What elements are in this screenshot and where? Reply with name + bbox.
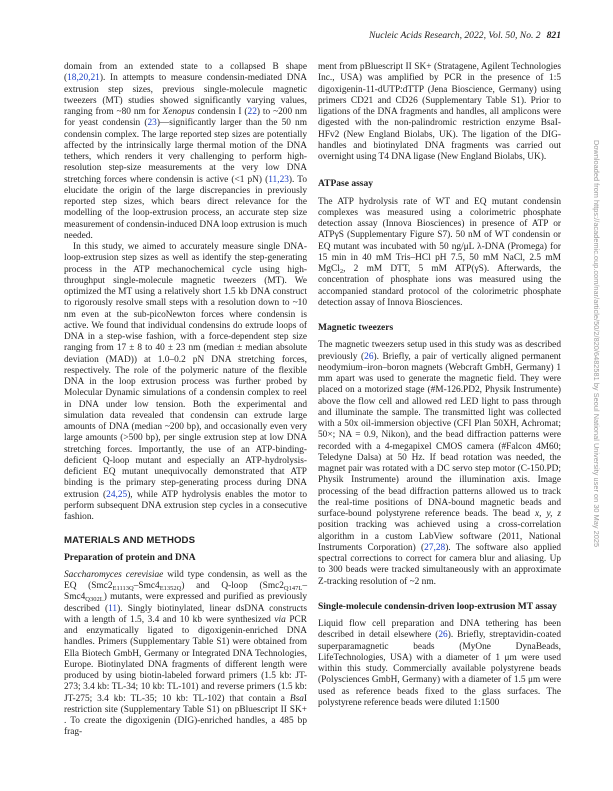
text: –Smc4 [133, 581, 160, 591]
italic-term: x, y, z [535, 509, 561, 519]
text: ) and Q-loop (Smc2 [181, 581, 284, 591]
journal-citation: Nucleic Acids Research, 2022, Vol. 50, No. 2 [369, 30, 541, 41]
text: ), while ATP hydrolysis enables the motor to perform subsequent DNA extrusion step cycles in a consecutive fashion. [64, 489, 307, 522]
download-watermark: Downloaded from https://academic.oup.com/nar/article/50/2/820/6482581 by Seoul National University user on 30 May 2025 [592, 140, 601, 548]
text: –Smc4 [64, 581, 307, 603]
text: ). In attempts to measure condensin-mediated DNA extrusion step sizes, previous single-molecule magnetic tweezers (MT) studies showed significantly varying values, ranging from ~80 nm for [64, 73, 307, 117]
citation-link[interactable]: 11 [108, 603, 118, 614]
subscript: E1113Q [112, 585, 134, 592]
text: wild type condensin, as well as the EQ (Smc2 [64, 569, 307, 591]
text: ). Briefly, streptavidin-coated superparamagnetic beads (MyOne DynaBeads, LifeTechnologies, USA) with a diameter of 1 μm were used within this study. Commercially available polystyrene beads (Polysciences GmbH, Germany) with a diameter of 1.5 μm were used as reference beads fixed to the glass surfaces. The polystyrene reference beads were diluted 1:1500 [318, 630, 562, 708]
page-number: 821 [546, 30, 561, 41]
text: condensin I ( [194, 107, 248, 117]
species-name: Saccharomyces cerevisiae [64, 569, 164, 580]
text: PCR and enzymatically ligated to digoxigenin-enriched DNA handles. Primers (Supplementary Table S1) were obtained from Ella Biotech GmbH, Germany or Integrated DNA Technologies, Europe. Biotinylated DNA fragments of different length were produced by using biotin-labeled forward primers (1.5 kb: JT-273; 3.4 kb: TL-34; 10 kb: TL-101) and reverse primers (1.5 kb: JT-275; 3.4 kb: TL-35; 10 kb: TL-102) that contain a [64, 614, 308, 704]
text: ). To elucidate the origin of the large discrepancies in previously reported step sizes, which bears direct relevance for the modelling of the loop-extrusion process, an accurate step size measurement of condensin-induced DNA loop extrusion is much needed. [64, 174, 308, 241]
subsection-title-loop-extrusion-assay: Single-molecule condensin-driven loop-extrusion MT assay [318, 601, 557, 612]
atpase-paragraph [318, 197, 561, 310]
text: position tracking was achieved using a cross-correlation algorithm in a custom LabView software (2011, National Instruments Corporation) ( [318, 520, 561, 553]
preparation-paragraph-continued: ment from pBluescript II SK+ (Stratagene, Agilent Technologies Inc., USA) was amplified by PCR in the presence of 1:5 digoxigenin-11-dUTP:dTTP (Jena Bioscience, Germany) using primers CD21 and CD26 (Supplementary Table S1). Prior to ligations of the DNA fragments and handles, all amplicons were digested with the non-palindromic restriction enzyme BsaI-HFv2 (New England Biolabs, UK). The ligation of the DIG-handles and biotinylated DNA fragments was carried out overnight using T4 DNA ligase (New England Biolabs, UK). [318, 62, 561, 162]
citation-link[interactable]: 18,20,21 [67, 73, 100, 84]
subsection-title-atpase: ATPase assay [318, 179, 373, 190]
species-name: Xenopus [162, 107, 195, 117]
section-title-methods: MATERIALS AND METHODS [64, 535, 196, 547]
intro-paragraph-1 [64, 62, 307, 242]
text: )—significantly larger than the 50 nm condensin complex. The large reported step sizes are potentially affected by the intrinsically large thermal motion of the DNA tethers, which renders it very challenging to perform high-resolution step-size measurements at the very low DNA stretching forces where condensin is active (<1 pN) ( [64, 118, 307, 185]
text: I restriction site (Supplementary Table S1) on pBluescript II SK+ . To create the digoxigenin (DIG)-enriched handles, a 485 bp frag- [64, 693, 307, 738]
citation-link[interactable]: 26 [438, 630, 448, 641]
subscript: Q302L [85, 596, 104, 604]
text: ) mutants, were expressed and purified as previously described ( [64, 592, 307, 614]
text: The ATP hydrolysis rate of WT and EQ mutant condensin complexes was measured using a colorimetric phosphate detection assay (Innova Biosciences) in presence of ATP or ATPγS (Supplementary Figure S7). 50 nM of WT condensin or EQ mutant was incubated with 50 ng/μL λ-DNA (Promega) for 15 min in 40 mM Tris–HCl pH 7.5, 50 mM NaCl, 2.5 mM MgCl [318, 196, 561, 274]
loop-extrusion-paragraph [318, 619, 561, 709]
right-column [318, 62, 561, 709]
citation-link[interactable]: 22 [247, 107, 257, 117]
citation-link[interactable]: 24,25 [106, 489, 128, 500]
text: , 2 mM DTT, 5 mM ATP(γS). Afterwards, the concentration of phosphate ions was measured using the accompanied standard protocol of the colorimetric phosphate detection assay of Innova Biosciences. [318, 264, 561, 308]
text: Liquid flow cell preparation and DNA tethering has been described in detail elsewhere ( [318, 619, 561, 641]
subscript: E1352Q [159, 585, 182, 592]
text: ). The software also applied spectral corrections to correct for camera blur and aliasing. Up to 300 beads were tracked simultaneously with an approximate Z-tracking resolution of ~2 nm. [318, 542, 562, 587]
text: ). Briefly, a pair of vertically aligned permanent neodymium–iron–boron magnets (Webcraft GmbH, Germany) 1 mm apart was used to generate the magnetic field. They were placed on a motorized stage (#M-126.PD2, Physik Instrumente) above the flow cell and allowed red LED light to pass through and illuminate the sample. The transmitted light was collected with a 50x oil-immersion objective (CFI Plan 50XH, Achromat; 50×; NA = 0.9, Nikon), and the bead diffraction patterns were recorded with a 4-megapixel CMOS camera (#Falcon 4M60; Teledyne Dalsa) at 50 Hz. If bead rotation was needed, the magnet pair was rotated with a DC servo step motor (C-150.PD; Physik Instrumente) around the illumination axis. Image processing of the bead diffraction patterns allowed us to track the real-time positions of DNA-bound magnetic beads and surface-bound polystyrene reference beads. The bead [318, 351, 561, 519]
text: ) to ~200 nm for yeast condensin ( [64, 107, 307, 129]
citation-link[interactable]: 11,23 [268, 174, 289, 185]
citation-link[interactable]: 23 [147, 118, 157, 129]
preparation-paragraph [64, 570, 307, 739]
text: ). Singly biotinylated, linear dsDNA constructs with a length of 1.5, 3.4 and 10 kb were synthesized [64, 603, 307, 625]
text: domain from an extended state to a collapsed B shape ( [64, 62, 307, 84]
citation-link[interactable]: 26 [364, 351, 374, 362]
magnetic-tweezers-paragraph [318, 340, 561, 588]
italic-term: Bsa [289, 693, 304, 704]
subscript: Q147L [283, 585, 303, 592]
subscript: 2 [339, 268, 344, 275]
citation-link[interactable]: 27,28 [424, 542, 446, 553]
text: In this study, we aimed to accurately measure single DNA-loop-extrusion step sizes as well as identify the step-generating process in the ATP mechanochemical cycle using high-throughput single-molecule magnetic tweezers (MT). We optimized the MT using a relatively short 1.5 kb DNA construct to rigorously resolve small steps with a resolution down to ~10 nm even at the sub-picoNewton forces where condensin is active. We found that individual condensins do extrude loops of DNA in a step-wise fashion, with a force-dependent step size ranging from 17 ± 8 to 40 ± 23 nm (median ± median absolute deviation (MAD)) at 1.0–0.2 pN DNA stretching forces, respectively. The role of the polymeric nature of the flexible DNA in the loop extrusion process was further probed by Molecular Dynamic simulations of a condensin complex to reel in DNA under low tension. Both the experimental and simulation data revealed that condensin can extrude large amounts of DNA (median ~200 bp), and occasionally even very large amounts (>500 bp), per single extrusion step at low DNA stretching forces. Importantly, the use of an ATP-binding-deficient Q-loop mutant and especially an ATP-hydrolysis-deficient EQ mutant unequivocally demonstrated that ATP binding is the primary step-generating process during DNA extrusion ( [64, 242, 307, 500]
italic-term: via [274, 614, 286, 625]
intro-paragraph-2 [64, 242, 307, 523]
subsection-title-preparation: Preparation of protein and DNA [64, 552, 196, 563]
text: The magnetic tweezers setup used in this study was as described previously ( [318, 340, 561, 362]
left-column [64, 62, 307, 739]
subsection-title-magnetic-tweezers: Magnetic tweezers [318, 323, 394, 333]
running-header [369, 30, 561, 41]
